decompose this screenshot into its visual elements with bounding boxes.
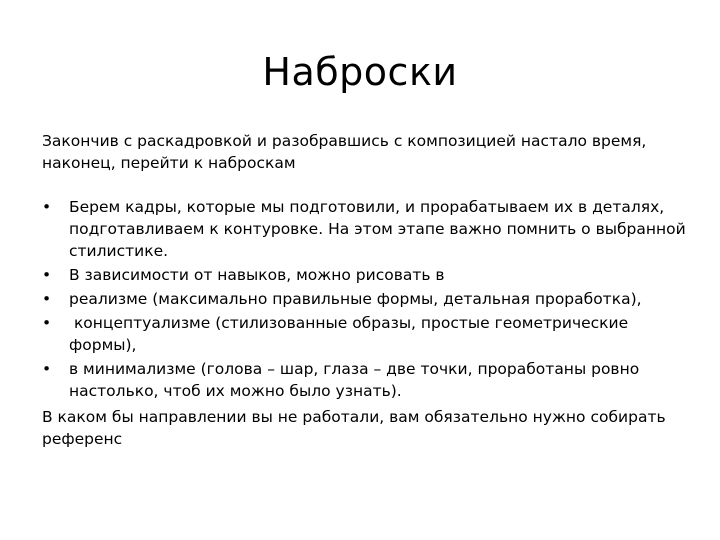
bullet-icon: • <box>42 314 52 332</box>
slide-title: Наброски <box>262 50 458 94</box>
bullet-text: концептуализме (стилизованные образы, простые геометрические формы), <box>69 314 634 354</box>
bullet-text: в минимализме (голова – шар, глаза – две точки, проработаны ровно настолько, чтоб их можно было узнать). <box>69 360 640 400</box>
bullet-item <box>42 196 687 262</box>
intro-paragraph: Закончив с раскадровкой и разобравшись с композицией настало время, наконец, перейти к наброскам <box>42 132 647 172</box>
slide-body <box>42 130 687 450</box>
bullet-item <box>42 358 687 402</box>
bullet-icon: • <box>42 290 52 308</box>
bullet-icon: • <box>42 198 52 216</box>
bullet-icon: • <box>42 360 52 378</box>
bullet-text: Берем кадры, которые мы подготовили, и прорабатываем их в деталях, подготавливаем к контуровке. На этом этапе важно помнить о выбранной стилистике. <box>69 198 686 260</box>
outro-paragraph: В каком бы направлении вы не работали, вам обязательно нужно собирать референс <box>42 408 666 448</box>
bullet-text: реализме (максимально правильные формы, детальная проработка), <box>69 290 642 308</box>
bullet-item <box>42 264 687 286</box>
bullet-item <box>42 312 687 356</box>
bullet-item <box>42 288 687 310</box>
bullet-text: В зависимости от навыков, можно рисовать в <box>69 266 445 284</box>
bullet-icon: • <box>42 266 52 284</box>
